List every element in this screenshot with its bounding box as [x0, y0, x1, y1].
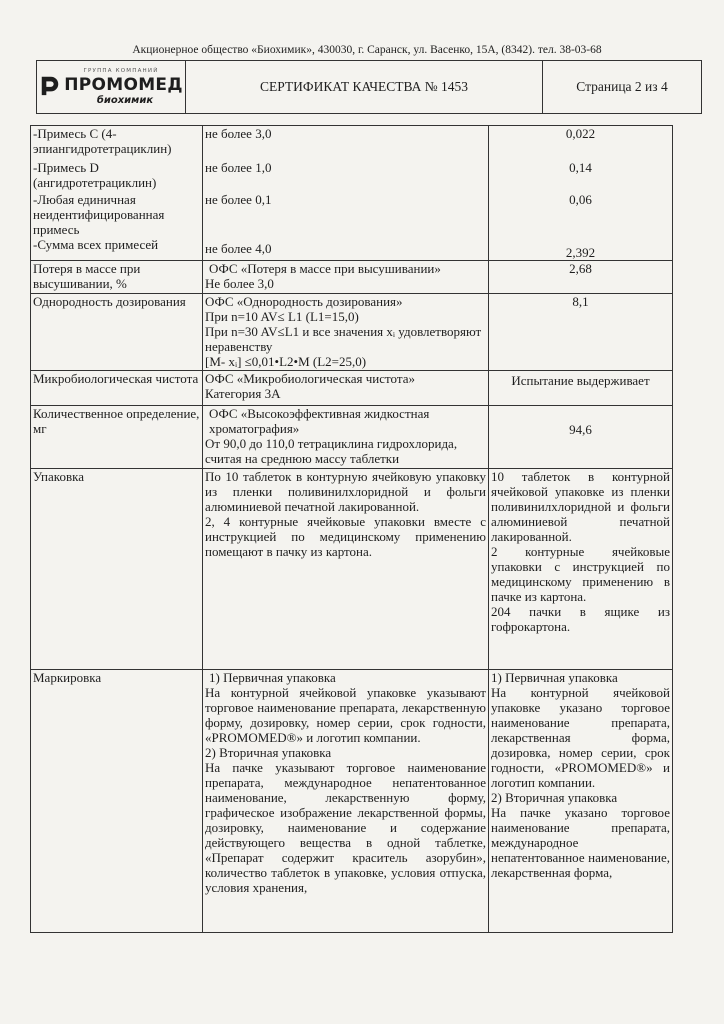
norm-line: На контурной ячейковой упаковке указывают торговое наименование препарата, лекарственную форму, дозировку, номер серии, срок годности, «PROMOMED®» и логотип компании. [205, 685, 486, 745]
logo-brand: ПРОМОМЕД [64, 75, 183, 95]
param-result: 0,06 [489, 192, 673, 237]
result-line: На пачке указано торговое наименование препарата, международное непатентованное наименование, лекарственная форма, [491, 805, 670, 880]
result-line: 10 таблеток в контурной ячейковой упаковке из пленки поливинилхлоридной и фольги алюминиевой печатной лакированной. [491, 469, 670, 544]
norm-line: При n=30 AV≤L1 и все значения xᵢ удовлетворяют неравенству [205, 324, 482, 354]
param-name: Упаковка [31, 469, 203, 670]
company-logo [37, 68, 185, 106]
table-row [31, 261, 673, 294]
param-name: Однородность дозирования [31, 294, 203, 371]
result-line: 204 пачки в ящике из гофрокартона. [491, 604, 670, 634]
norm-line: 1) Первичная упаковка [209, 670, 336, 685]
norm-line: ОФС «Высокоэффективная жидкостная хроматография» [209, 406, 430, 436]
param-result: 94,6 [489, 406, 673, 469]
param-norm: не более 0,1 [203, 192, 489, 237]
norm-line: По 10 таблеток в контурную ячейковую упаковку из пленки поливинилхлоридной и фольги алюминиевой печатной лакированной. [205, 469, 486, 514]
result-line: 1) Первичная упаковка [491, 670, 618, 685]
param-norm: не более 4,0 [203, 237, 489, 261]
param-name: Микробиологическая чистота [31, 371, 203, 406]
norm-line: От 90,0 до 110,0 тетрациклина гидрохлорида, считая на среднюю массу таблетки [205, 436, 458, 466]
norm-line: Не более 3,0 [205, 276, 274, 291]
table-row [31, 126, 673, 161]
table-row [31, 371, 673, 406]
param-result: 0,022 [489, 126, 673, 161]
param-norm: не более 3,0 [203, 126, 489, 161]
table-row [31, 670, 673, 933]
table-row [31, 192, 673, 237]
param-name: -Любая единичная неидентифицированная примесь [31, 192, 203, 237]
param-result: 0,14 [489, 160, 673, 192]
param-name: Количественное определение, мг [31, 406, 203, 469]
result-line: На контурной ячейковой упаковке указано торговое наименование препарата, лекарственная форма, дозировка, номер серии, срок годности, «PROMOMED®» и логотип компании. [491, 685, 670, 790]
logo-subbrand: биохимик [96, 95, 154, 106]
company-address-line: Акционерное общество «Биохимик», 430030, г. Саранск, ул. Васенко, 15А, (8342). тел. 38-03-68 [132, 44, 602, 56]
norm-line: При n=10 AV≤ L1 (L1=15,0) [205, 309, 359, 324]
result-line: 2 контурные ячейковые упаковки с инструкцией по медицинскому применению в пачке из картона. [491, 544, 670, 604]
param-name: -Примесь D (ангидротетрациклин) [31, 160, 203, 192]
table-row [31, 469, 673, 670]
norm-line: ОФС «Микробиологическая чистота» [205, 371, 415, 386]
table-row [31, 294, 673, 371]
norm-line: ОФС «Однородность дозирования» [205, 294, 403, 309]
quality-table [30, 125, 673, 933]
promomed-mark-icon [39, 74, 61, 96]
param-name: Маркировка [31, 670, 203, 933]
param-result: 2,68 [489, 261, 673, 294]
table-row [31, 160, 673, 192]
logo-cell [37, 61, 186, 114]
norm-line: 2) Вторичная упаковка [205, 745, 332, 760]
norm-line: 2, 4 контурные ячейковые упаковки вместе с инструкцией по медицинскому применению помещают в пачку из картона. [205, 514, 486, 559]
param-result: 2,392 [489, 237, 673, 261]
norm-line: Категория 3А [205, 386, 281, 401]
result-line: 2) Вторичная упаковка [491, 790, 618, 805]
param-name: Потеря в массе при высушивании, % [31, 261, 203, 294]
certificate-title: СЕРТИФИКАТ КАЧЕСТВА № 1453 [186, 61, 543, 114]
document-header [36, 60, 702, 114]
param-norm: не более 1,0 [203, 160, 489, 192]
param-name: -Примесь С (4-эпиангидротетрациклин) [31, 126, 203, 161]
table-row [31, 406, 673, 469]
logo-tagline: ГРУППА КОМПАНИЙ [83, 68, 159, 74]
norm-line: ОФС «Потеря в массе при высушивании» [209, 261, 441, 276]
table-row [31, 237, 673, 261]
norm-line: [M- xᵢ] ≤0,01•L2•M (L2=25,0) [205, 354, 367, 369]
param-name: -Сумма всех примесей [31, 237, 203, 261]
param-result: 8,1 [489, 294, 673, 371]
page-number: Страница 2 из 4 [543, 61, 702, 114]
param-result: Испытание выдерживает [489, 371, 673, 406]
norm-line: На пачке указывают торговое наименование препарата, международное непатентованное наименование, лекарственную форму, графическое изображение лекарственной формы, дозировку, наименование и содержание действующего вещества в одной таблетке, «Препарат содержит краситель азорубин», количество таблеток в упаковке, условия отпуска, условия хранения, [205, 760, 486, 895]
